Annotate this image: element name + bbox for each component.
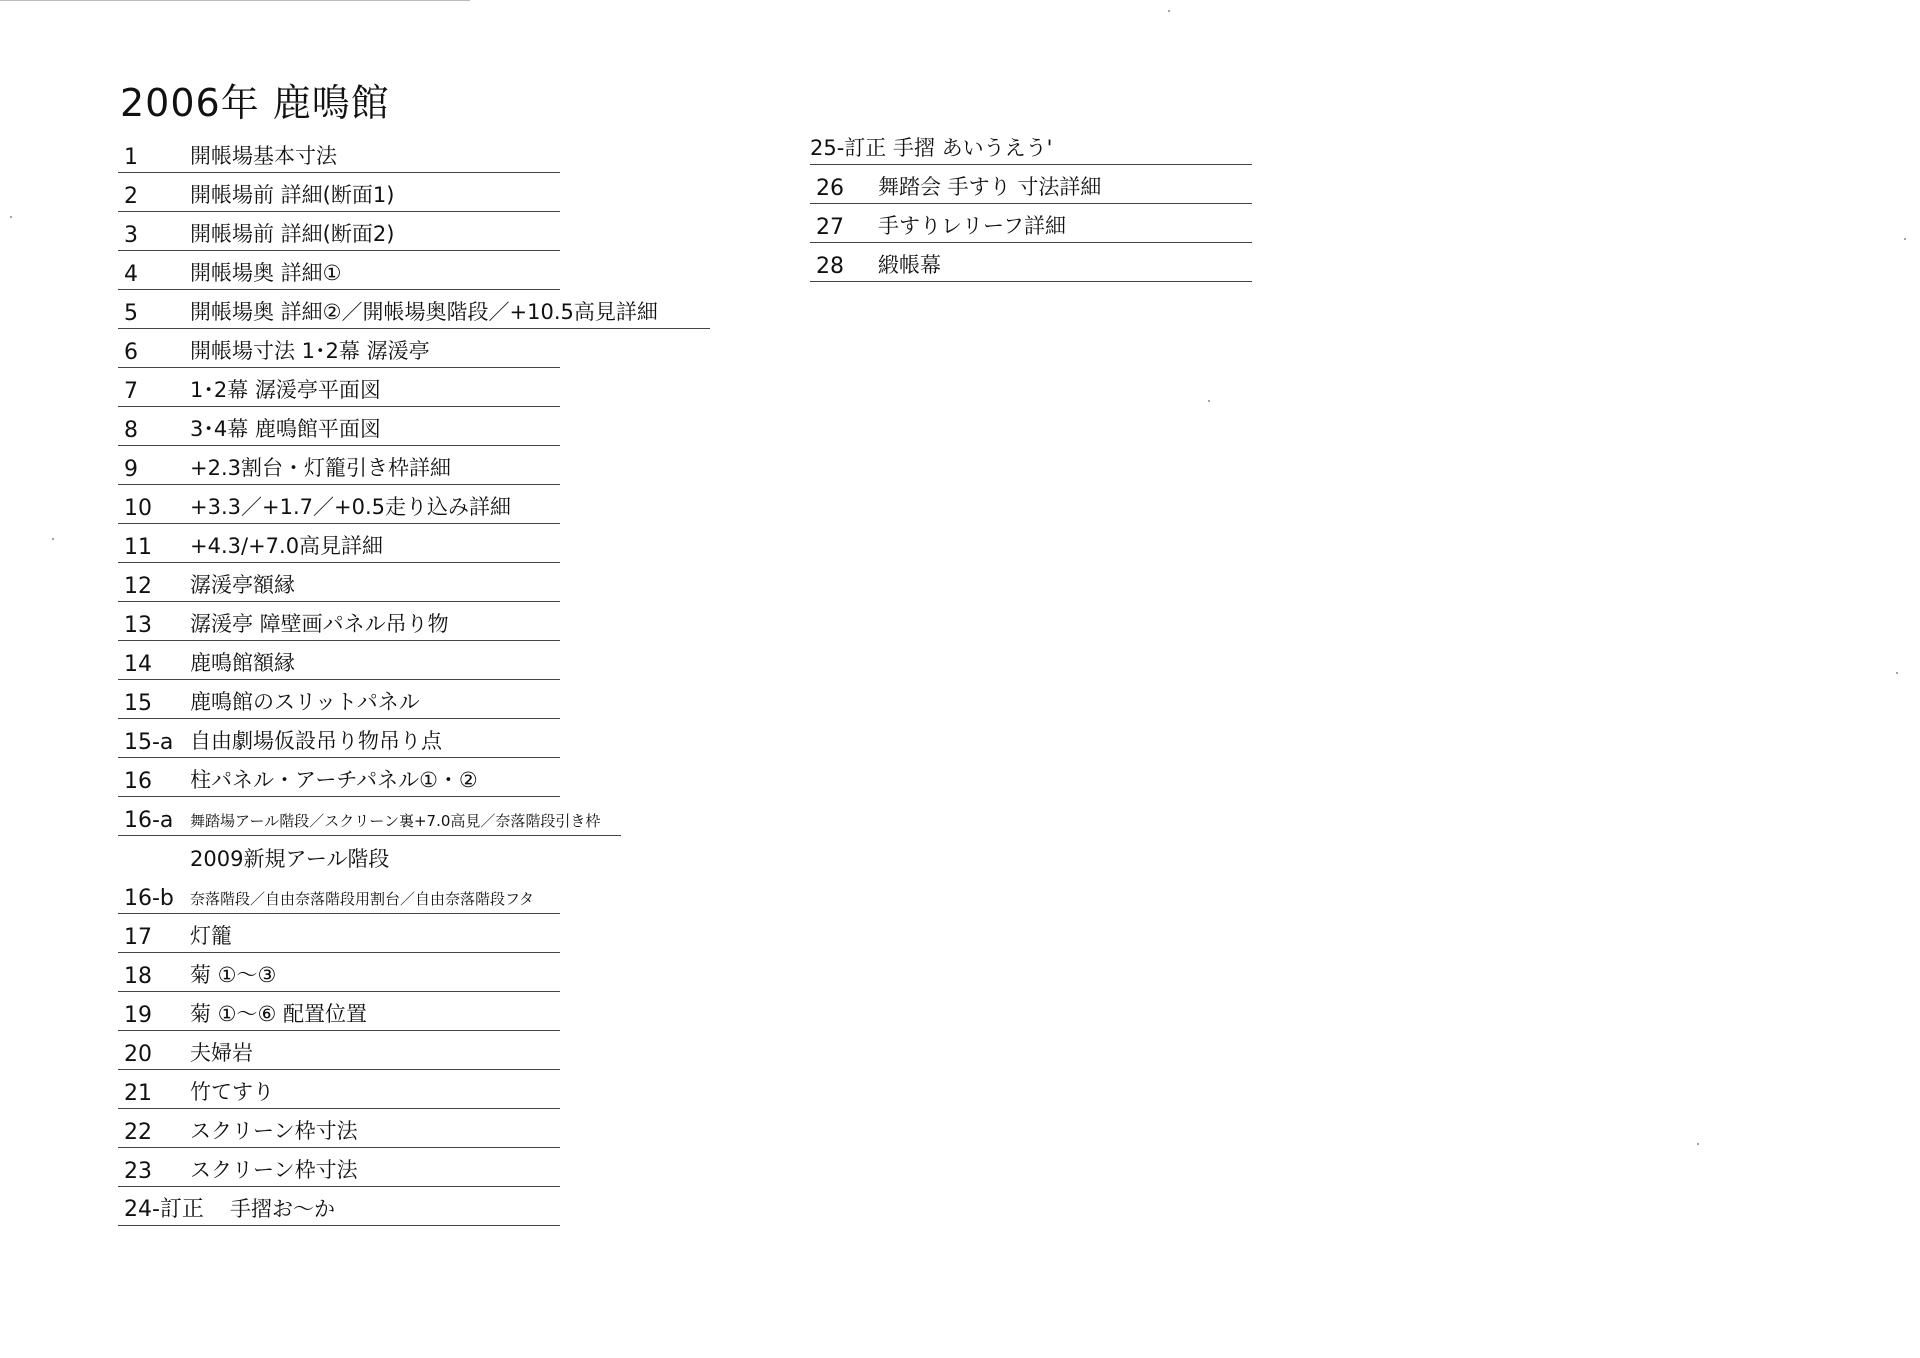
item-number: 12: [124, 574, 152, 599]
item-number: 16-a: [124, 808, 174, 833]
item-label: 手すりレリーフ詳細: [878, 214, 1066, 238]
item-label: 柱パネル・アーチパネル①・②: [190, 768, 478, 792]
list-item: [810, 204, 1252, 243]
item-number: 3: [124, 223, 138, 248]
item-label: 菊 ①〜③: [190, 963, 277, 987]
item-number: 24-訂正: [124, 1197, 204, 1222]
list-item: [118, 485, 560, 524]
item-label: 開帳場前 詳細(断面1): [190, 183, 395, 207]
item-number: 19: [124, 1003, 152, 1028]
list-item: [810, 165, 1252, 204]
item-number: 21: [124, 1081, 152, 1106]
item-label: 潺湲亭額縁: [190, 573, 295, 597]
item-label: 開帳場前 詳細(断面2): [190, 222, 395, 246]
list-item: [118, 875, 560, 914]
item-label: 3･4幕 鹿鳴館平面図: [190, 417, 381, 441]
item-label: +3.3／+1.7／+0.5走り込み詳細: [190, 495, 511, 519]
item-number: 2: [124, 184, 138, 209]
item-label: 灯籠: [190, 924, 232, 948]
item-label: 緞帳幕: [878, 253, 941, 277]
item-number: 18: [124, 964, 152, 989]
item-label: 鹿鳴館額縁: [190, 651, 295, 675]
list-item: [118, 719, 560, 758]
item-number: 15: [124, 691, 152, 716]
item-label: 開帳場奥 詳細②／開帳場奥階段／+10.5高見詳細: [190, 300, 658, 324]
list-item: [118, 524, 560, 563]
item-number: 9: [124, 457, 138, 482]
list-item: [118, 1070, 560, 1109]
drawing-list-left: [118, 134, 710, 1226]
drawing-list-right: [810, 126, 1252, 282]
item-number: 16: [124, 769, 152, 794]
item-number: 1: [124, 145, 138, 170]
list-item: [118, 836, 560, 875]
item-number: 14: [124, 652, 152, 677]
item-number: 15-a: [124, 730, 174, 755]
item-label: 25-訂正 手摺 あいうえう': [810, 136, 1053, 160]
item-number: 7: [124, 379, 138, 404]
item-label: スクリーン枠寸法: [190, 1158, 358, 1182]
item-number: 27: [816, 215, 844, 240]
list-item: [810, 126, 1252, 165]
item-label: 開帳場奥 詳細①: [190, 261, 342, 285]
list-item: [118, 134, 560, 173]
scan-edge: [0, 0, 470, 1]
list-item: [118, 290, 710, 329]
list-item: [118, 368, 560, 407]
list-item: [118, 953, 560, 992]
item-label: 舞踏会 手すり 寸法詳細: [878, 175, 1102, 199]
item-label: 開帳場寸法 1･2幕 潺湲亭: [190, 339, 430, 363]
item-label: +2.3割台・灯籠引き枠詳細: [190, 456, 451, 480]
item-label: 手摺お〜か: [230, 1197, 335, 1221]
item-number: 11: [124, 535, 152, 560]
item-label: 竹てすり: [190, 1080, 274, 1104]
item-label: 夫婦岩: [190, 1041, 253, 1065]
item-number: 28: [816, 254, 844, 279]
page-title: 2006年 鹿鳴館: [120, 81, 390, 125]
item-number: 17: [124, 925, 152, 950]
list-item: [118, 602, 560, 641]
list-item: [118, 641, 560, 680]
list-item: [118, 1187, 560, 1226]
item-number: 4: [124, 262, 138, 287]
item-number: 10: [124, 496, 152, 521]
item-number: 26: [816, 176, 844, 201]
item-label: 鹿鳴館のスリットパネル: [190, 690, 420, 714]
list-item: [118, 446, 560, 485]
list-item: [118, 914, 560, 953]
item-number: 22: [124, 1120, 152, 1145]
list-item: [118, 407, 560, 446]
list-item: [118, 1109, 560, 1148]
item-number: 5: [124, 301, 138, 326]
item-number: 23: [124, 1159, 152, 1184]
item-number: 8: [124, 418, 138, 443]
list-item: [810, 243, 1252, 282]
item-label: 開帳場基本寸法: [190, 144, 337, 168]
item-label: 潺湲亭 障壁画パネル吊り物: [190, 612, 449, 636]
list-item: [118, 1148, 560, 1187]
list-item: [118, 173, 560, 212]
item-label: スクリーン枠寸法: [190, 1119, 358, 1143]
list-item: [118, 758, 560, 797]
item-label: 奈落階段／自由奈落階段用割台／自由奈落階段フタ: [190, 890, 534, 908]
list-item: [118, 251, 560, 290]
item-number: 20: [124, 1042, 152, 1067]
item-number: 6: [124, 340, 138, 365]
list-item: [118, 329, 560, 368]
list-item: [118, 797, 621, 836]
item-label: 舞踏場アール階段／スクリーン裏+7.0高見／奈落階段引き枠: [190, 812, 601, 830]
list-item: [118, 1031, 560, 1070]
item-label: 菊 ①〜⑥ 配置位置: [190, 1002, 368, 1026]
item-label: 1･2幕 潺湲亭平面図: [190, 378, 381, 402]
list-item: [118, 212, 560, 251]
item-label: 2009新規アール階段: [190, 847, 390, 871]
list-item: [118, 563, 560, 602]
item-number: 16-b: [124, 886, 174, 911]
list-item: [118, 992, 560, 1031]
item-number: 13: [124, 613, 152, 638]
item-label: +4.3/+7.0高見詳細: [190, 534, 384, 558]
list-item: [118, 680, 560, 719]
item-label: 自由劇場仮設吊り物吊り点: [190, 729, 442, 753]
